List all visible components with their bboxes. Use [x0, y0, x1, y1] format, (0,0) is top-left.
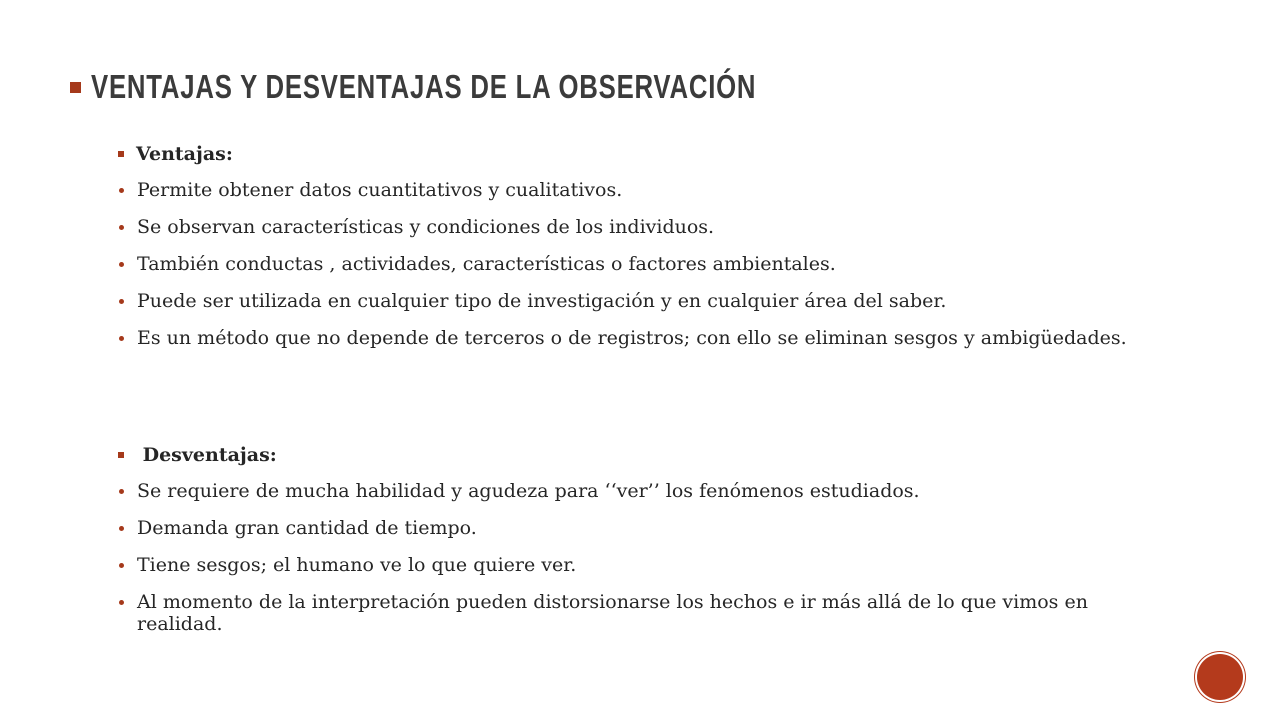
dot-bullet-icon: [119, 262, 124, 267]
title-area: [70, 68, 944, 106]
dot-bullet-icon: [119, 299, 124, 304]
dot-bullet-icon: [119, 489, 124, 494]
list-item-text: Tiene sesgos; el humano ve lo que quiere ver.: [137, 554, 577, 576]
list-item: [118, 216, 1168, 238]
list-item: [118, 591, 1168, 635]
section-heading-text: Ventajas:: [136, 143, 233, 165]
list-item-text: Es un método que no depende de terceros o de registros; con ello se eliminan sesgos y ambigüedades.: [137, 327, 1127, 349]
slide-content: [118, 143, 1168, 650]
square-bullet-icon: [118, 151, 124, 157]
list-item: [118, 554, 1168, 576]
list-item: [118, 327, 1168, 349]
dot-bullet-icon: [119, 600, 124, 605]
section-heading-desventajas: [118, 444, 1168, 466]
list-item: [118, 480, 1168, 502]
list-item: [118, 290, 1168, 312]
section-heading-ventajas: [118, 143, 1168, 165]
list-item-text: Se requiere de mucha habilidad y agudeza para ‘‘ver’’ los fenómenos estudiados.: [137, 480, 920, 502]
list-item: [118, 179, 1168, 201]
section-heading-text: Desventajas:: [136, 444, 277, 466]
list-item-text: Demanda gran cantidad de tiempo.: [137, 517, 477, 539]
dot-bullet-icon: [119, 225, 124, 230]
list-item-text: Al momento de la interpretación pueden distorsionarse los hechos e ir más allá de lo que vimos en realidad.: [137, 591, 1088, 635]
dot-bullet-icon: [119, 526, 124, 531]
list-item: [118, 253, 1168, 275]
list-item: [118, 517, 1168, 539]
square-bullet-icon: [118, 452, 124, 458]
dot-bullet-icon: [119, 188, 124, 193]
slide-title: VENTAJAS Y DESVENTAJAS DE LA OBSERVACIÓN: [91, 68, 757, 105]
dot-bullet-icon: [119, 563, 124, 568]
list-item-text: Puede ser utilizada en cualquier tipo de investigación y en cualquier área del saber.: [137, 290, 947, 312]
list-item-text: Permite obtener datos cuantitativos y cualitativos.: [137, 179, 623, 201]
title-marker: [70, 82, 81, 93]
dot-bullet-icon: [119, 336, 124, 341]
slide-nav-button[interactable]: [1197, 654, 1243, 700]
list-item-text: También conductas , actividades, características o factores ambientales.: [137, 253, 836, 275]
list-item-text: Se observan características y condiciones de los individuos.: [137, 216, 715, 238]
